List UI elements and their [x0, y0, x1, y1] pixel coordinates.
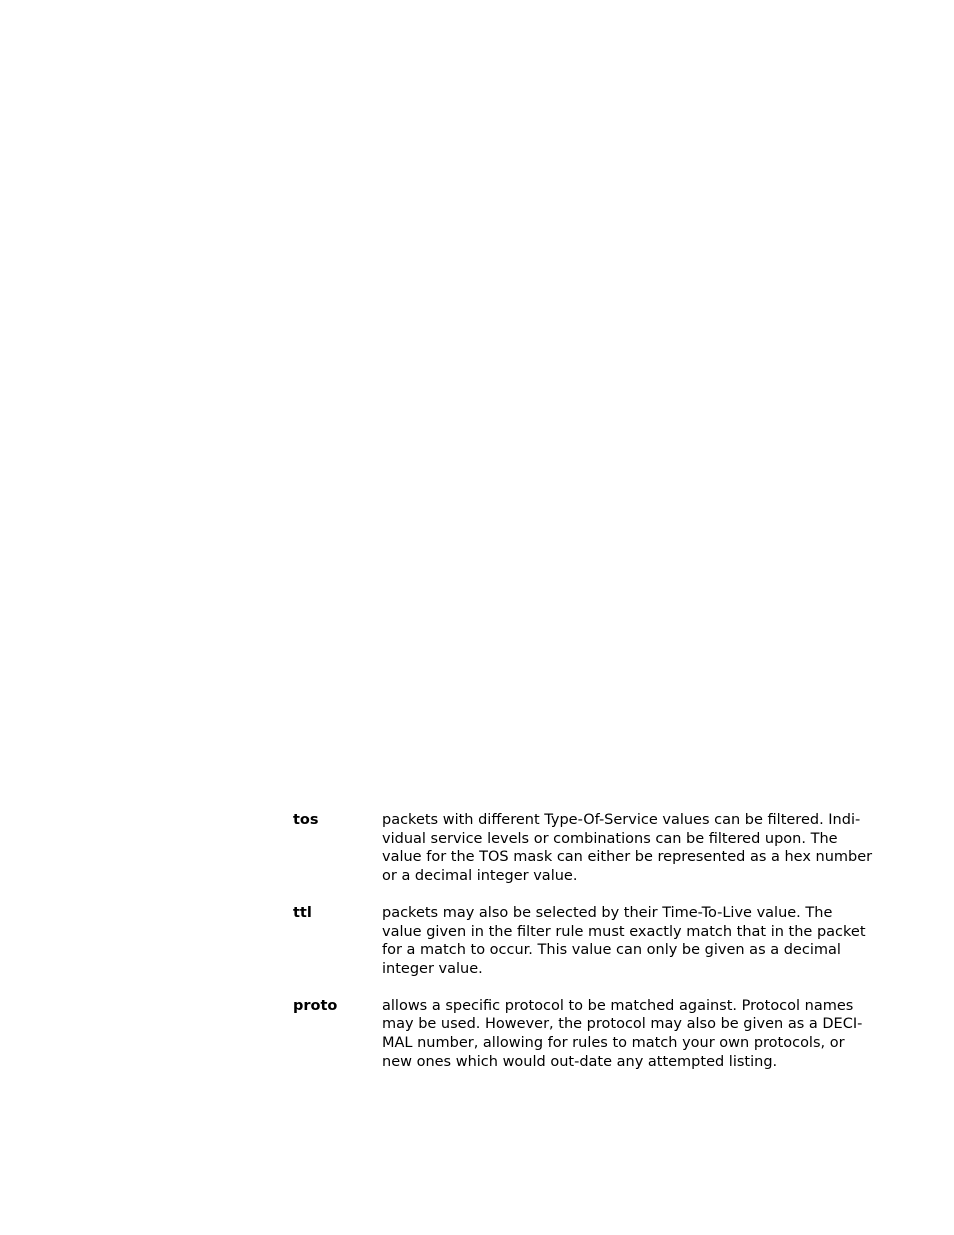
definition-term: ttl: [293, 904, 312, 921]
description-line: for a match to occur. This value can only be given as a decimal: [382, 942, 841, 959]
definition-term: proto: [293, 997, 338, 1014]
definition-entry-proto: [293, 997, 863, 1072]
definition-entry-tos: [293, 811, 873, 886]
description-line: packets with different Type-Of-Service values can be filtered. Indi-: [382, 812, 861, 828]
description-line: value given in the filter rule must exactly match that in the packet: [382, 923, 866, 940]
description-line: value for the TOS mask can either be represented as a hex number: [382, 849, 873, 866]
definition-description: [382, 997, 862, 1072]
description-line: new ones which would out-date any attempted listing.: [382, 1053, 778, 1070]
description-line: integer value.: [382, 960, 483, 977]
description-line: packets may also be selected by their Time-To-Live value. The: [382, 904, 833, 921]
definition-term: tos: [293, 812, 319, 828]
definition-description: [382, 904, 866, 979]
description-line: MAL number, allowing for rules to match your own protocols, or: [382, 1035, 845, 1052]
definition-description: [382, 811, 872, 886]
description-line: may be used. However, the protocol may also be given as a DECI-: [382, 1016, 863, 1033]
description-line: vidual service levels or combinations can be filtered upon. The: [382, 830, 838, 847]
description-line: allows a specific protocol to be matched against. Protocol names: [382, 997, 854, 1014]
definition-entry-ttl: [293, 904, 866, 979]
description-line: or a decimal integer value.: [382, 868, 578, 885]
definition-list: [293, 811, 873, 1071]
